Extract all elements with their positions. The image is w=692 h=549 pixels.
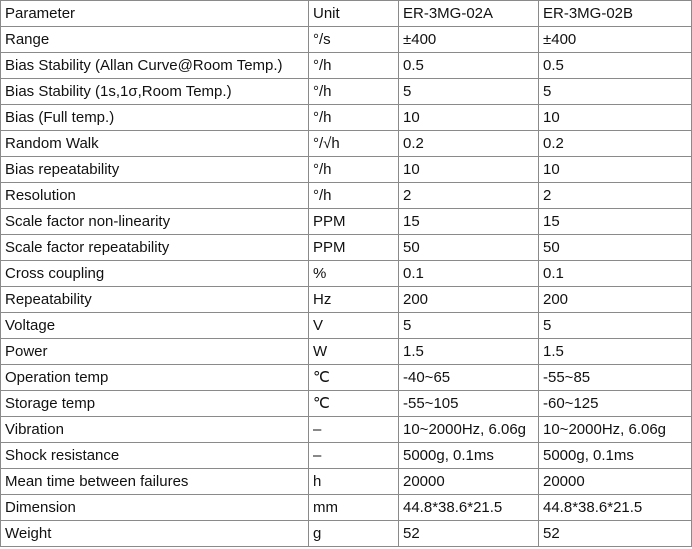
- cell-unit: °/h: [309, 157, 399, 183]
- cell-model-a: 200: [399, 287, 539, 313]
- table-row: [1, 27, 692, 53]
- cell-unit: °/h: [309, 79, 399, 105]
- table-row: [1, 495, 692, 521]
- cell-model-a: 50: [399, 235, 539, 261]
- cell-parameter: Vibration: [1, 417, 309, 443]
- cell-unit: h: [309, 469, 399, 495]
- cell-model-b: 5: [539, 79, 692, 105]
- cell-parameter: Power: [1, 339, 309, 365]
- cell-model-a: ±400: [399, 27, 539, 53]
- cell-unit: ℃: [309, 391, 399, 417]
- cell-model-a: -55~105: [399, 391, 539, 417]
- cell-unit: %: [309, 261, 399, 287]
- cell-model-b: 0.1: [539, 261, 692, 287]
- cell-model-a: 2: [399, 183, 539, 209]
- table-row: [1, 235, 692, 261]
- cell-model-b: -60~125: [539, 391, 692, 417]
- cell-parameter: Random Walk: [1, 131, 309, 157]
- cell-unit: –: [309, 443, 399, 469]
- table-row: [1, 79, 692, 105]
- cell-model-a: 20000: [399, 469, 539, 495]
- cell-model-b: 1.5: [539, 339, 692, 365]
- cell-parameter: Repeatability: [1, 287, 309, 313]
- cell-model-b: 15: [539, 209, 692, 235]
- cell-parameter: Resolution: [1, 183, 309, 209]
- cell-unit: mm: [309, 495, 399, 521]
- table-row: [1, 469, 692, 495]
- table-row: [1, 417, 692, 443]
- cell-model-a: -40~65: [399, 365, 539, 391]
- cell-model-b: -55~85: [539, 365, 692, 391]
- cell-model-a: 5000g, 0.1ms: [399, 443, 539, 469]
- cell-model-a: 0.5: [399, 53, 539, 79]
- cell-parameter: Weight: [1, 521, 309, 547]
- cell-model-a: 15: [399, 209, 539, 235]
- table-body: [1, 27, 692, 547]
- cell-parameter: Bias (Full temp.): [1, 105, 309, 131]
- cell-model-b: 0.5: [539, 53, 692, 79]
- cell-model-b: 52: [539, 521, 692, 547]
- cell-model-a: 10: [399, 157, 539, 183]
- cell-unit: °/h: [309, 183, 399, 209]
- cell-model-b: 0.2: [539, 131, 692, 157]
- cell-parameter: Range: [1, 27, 309, 53]
- table-row: [1, 53, 692, 79]
- cell-parameter: Bias Stability (Allan Curve@Room Temp.): [1, 53, 309, 79]
- cell-parameter: Dimension: [1, 495, 309, 521]
- cell-model-b: 10: [539, 157, 692, 183]
- cell-unit: –: [309, 417, 399, 443]
- cell-unit: PPM: [309, 209, 399, 235]
- cell-unit: ℃: [309, 365, 399, 391]
- cell-unit: V: [309, 313, 399, 339]
- cell-parameter: Shock resistance: [1, 443, 309, 469]
- cell-unit: °/√h: [309, 131, 399, 157]
- table-row: [1, 339, 692, 365]
- cell-parameter: Mean time between failures: [1, 469, 309, 495]
- cell-model-b: 2: [539, 183, 692, 209]
- cell-model-a: 1.5: [399, 339, 539, 365]
- table-row: [1, 391, 692, 417]
- cell-model-b: 44.8*38.6*21.5: [539, 495, 692, 521]
- cell-unit: °/h: [309, 53, 399, 79]
- cell-unit: W: [309, 339, 399, 365]
- cell-model-a: 0.2: [399, 131, 539, 157]
- cell-model-b: 5000g, 0.1ms: [539, 443, 692, 469]
- table-row: [1, 287, 692, 313]
- cell-unit: g: [309, 521, 399, 547]
- cell-model-a: 5: [399, 313, 539, 339]
- cell-model-b: ±400: [539, 27, 692, 53]
- cell-parameter: Bias repeatability: [1, 157, 309, 183]
- cell-model-b: 10~2000Hz, 6.06g: [539, 417, 692, 443]
- cell-parameter: Scale factor repeatability: [1, 235, 309, 261]
- cell-model-b: 20000: [539, 469, 692, 495]
- cell-model-b: 200: [539, 287, 692, 313]
- table-row: [1, 521, 692, 547]
- cell-parameter: Scale factor non-linearity: [1, 209, 309, 235]
- cell-model-a: 44.8*38.6*21.5: [399, 495, 539, 521]
- header-parameter: Parameter: [1, 1, 309, 27]
- cell-parameter: Storage temp: [1, 391, 309, 417]
- table-row: [1, 443, 692, 469]
- cell-parameter: Bias Stability (1s,1σ,Room Temp.): [1, 79, 309, 105]
- cell-parameter: Cross coupling: [1, 261, 309, 287]
- cell-unit: °/h: [309, 105, 399, 131]
- cell-unit: PPM: [309, 235, 399, 261]
- cell-model-b: 10: [539, 105, 692, 131]
- table-row: [1, 261, 692, 287]
- header-unit: Unit: [309, 1, 399, 27]
- table-row: [1, 209, 692, 235]
- cell-model-a: 5: [399, 79, 539, 105]
- cell-model-b: 50: [539, 235, 692, 261]
- table-row: [1, 365, 692, 391]
- cell-unit: °/s: [309, 27, 399, 53]
- cell-model-a: 10~2000Hz, 6.06g: [399, 417, 539, 443]
- cell-parameter: Voltage: [1, 313, 309, 339]
- header-model-b: ER-3MG-02B: [539, 1, 692, 27]
- cell-parameter: Operation temp: [1, 365, 309, 391]
- table-row: [1, 313, 692, 339]
- cell-model-b: 5: [539, 313, 692, 339]
- table-row: [1, 157, 692, 183]
- cell-model-a: 0.1: [399, 261, 539, 287]
- cell-unit: Hz: [309, 287, 399, 313]
- cell-model-a: 10: [399, 105, 539, 131]
- table-row: [1, 131, 692, 157]
- table-row: [1, 183, 692, 209]
- table-header-row: [1, 1, 692, 27]
- header-model-a: ER-3MG-02A: [399, 1, 539, 27]
- table-row: [1, 105, 692, 131]
- cell-model-a: 52: [399, 521, 539, 547]
